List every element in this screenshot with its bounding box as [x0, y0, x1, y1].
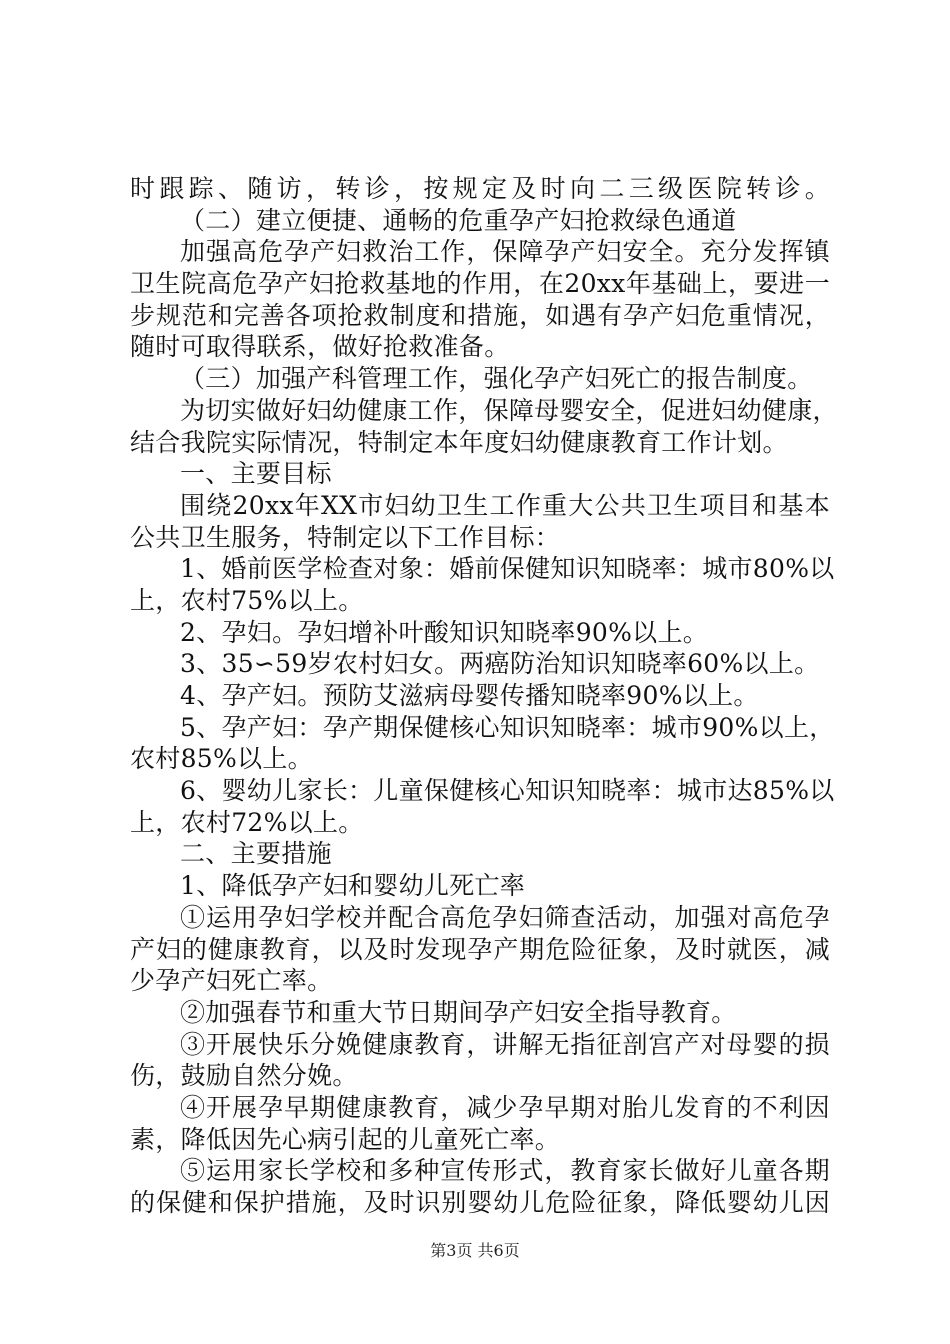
list-item: 1、婚前医学检查对象：婚前保健知识知晓率：城市80%以 [180, 554, 835, 584]
document-body [130, 173, 838, 1219]
text-line: 结合我院实际情况，特制定本年度妇幼健康教育工作计划。 [130, 427, 788, 457]
list-item: 5、孕产妇：孕产期保健核心知识知晓率：城市90%以上， [180, 712, 835, 742]
list-item: 4、孕产妇。预防艾滋病母婴传播知晓率90%以上。 [180, 681, 759, 710]
text-line: 农村85%以上。 [130, 744, 313, 774]
list-item: 2、孕妇。孕妇增补叶酸知识知晓率90%以上。 [180, 617, 709, 647]
section-heading: 二、主要措施 [180, 839, 332, 869]
text-line: 步规范和完善各项抢救制度和措施，如遇有孕产妇危重情况， [130, 300, 830, 330]
list-item: 6、婴幼儿家长：儿童保健核心知识知晓率：城市达85%以 [180, 776, 835, 806]
list-item: ③开展快乐分娩健康教育，讲解无指征剖宫产对母婴的损 [180, 1029, 830, 1059]
text-line: 上，农村72%以上。 [130, 807, 364, 837]
text-line: 围绕20xx年XX市妇幼卫生工作重大公共卫生项目和基本 [180, 490, 830, 520]
section-heading: （三）加强产科管理工作，强化孕产妇死亡的报告制度。 [180, 364, 813, 394]
text-line: 少孕产妇死亡率。 [130, 966, 333, 996]
list-item: ①运用孕妇学校并配合高危孕妇筛查活动，加强对高危孕 [180, 902, 830, 932]
list-item: ⑤运用家长学校和多种宣传形式，教育家长做好儿童各期 [180, 1156, 830, 1186]
list-item: ②加强春节和重大节日期间孕产妇安全指导教育。 [180, 997, 737, 1027]
text-line: 卫生院高危孕产妇抢救基地的作用，在20xx年基础上，要进一 [130, 269, 830, 299]
text-line: 加强高危孕产妇救治工作，保障孕产妇安全。充分发挥镇 [180, 237, 830, 267]
text-line: 上，农村75%以上。 [130, 585, 364, 615]
subsection-heading: 1、降低孕产妇和婴幼儿死亡率 [180, 871, 526, 901]
section-heading: （二）建立便捷、通畅的危重孕产妇抢救绿色通道 [180, 205, 737, 235]
text-line: 公共卫生服务，特制定以下工作目标： [130, 522, 561, 552]
text-line: 产妇的健康教育，以及时发现孕产期危险征象，及时就医，减 [130, 934, 830, 964]
page-number-footer: 第3页 共6页 [430, 1241, 520, 1260]
text-line: 素，降低因先心病引起的儿童死亡率。 [130, 1124, 561, 1154]
list-item: ④开展孕早期健康教育，减少孕早期对胎儿发育的不利因 [180, 1092, 830, 1122]
section-heading: 一、主要目标 [180, 459, 332, 489]
list-item: 3、35∽59岁农村妇女。两癌防治知识知晓率60%以上。 [180, 649, 820, 679]
text-line: 随时可取得联系，做好抢救准备。 [130, 332, 510, 362]
text-line: 伤，鼓励自然分娩。 [130, 1061, 358, 1091]
text-line: 的保健和保护措施，及时识别婴幼儿危险征象，降低婴幼儿因 [130, 1188, 830, 1217]
text-line: 时跟踪、随访，转诊，按规定及时向二三级医院转诊。 [130, 174, 830, 203]
text-line: 为切实做好妇幼健康工作，保障母婴安全，促进妇幼健康， [180, 395, 838, 425]
